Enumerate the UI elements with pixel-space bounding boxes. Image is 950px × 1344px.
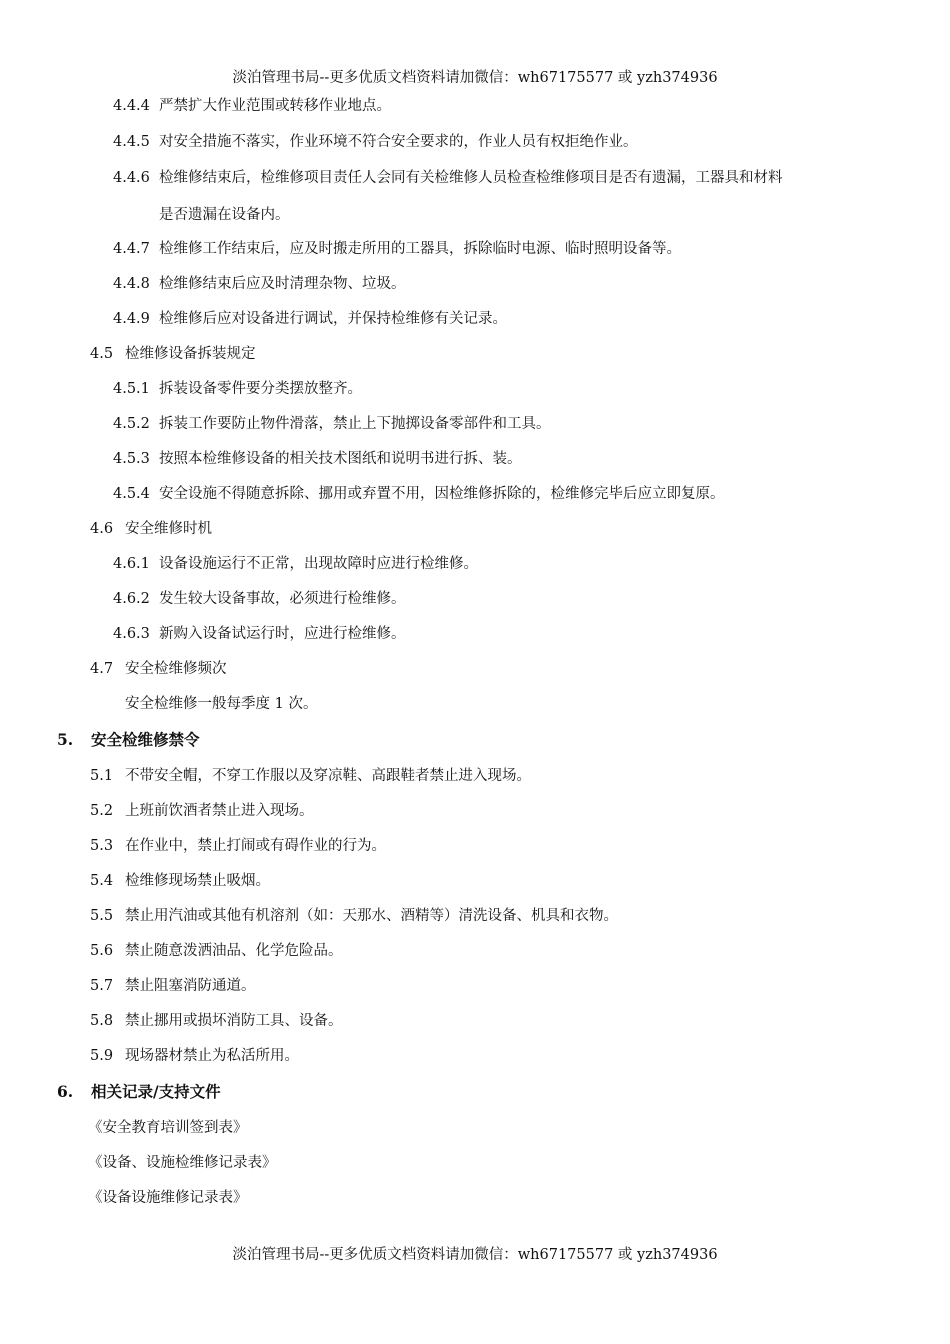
item-number: 4.4.4 [113,98,150,114]
item-number: 5.2 [90,803,114,819]
item-text: 现场器材禁止为私活所用。 [125,1048,299,1064]
item-4-5-4 [113,484,725,504]
item-text: 检维修工作结束后，应及时搬走所用的工器具，拆除临时电源、临时照明设备等。 [159,241,681,257]
item-4-6-3 [113,624,406,644]
item-number: 4.5.3 [113,451,150,467]
page-footer: 淡泊管理书局--更多优质文档资料请加微信：wh67175577 或 yzh374936 [232,1247,718,1263]
item-text: 禁止用汽油或其他有机溶剂（如：天那水、酒精等）清洗设备、机具和衣物。 [125,908,618,924]
item-4-6-1 [113,554,478,574]
item-text: 安全设施不得随意拆除、挪用或弃置不用，因检维修拆除的，检维修完毕后应立即复原。 [159,486,725,502]
item-text: 在作业中，禁止打闹或有碍作业的行为。 [125,838,386,854]
section-title: 安全检维修频次 [125,661,227,677]
heading-6 [57,1082,221,1102]
record-title: 《设备、设施检维修记录表》 [88,1155,277,1171]
item-text: 新购入设备试运行时，应进行检维修。 [159,626,406,642]
section-title: 检维修设备拆装规定 [125,346,256,362]
item-4-5-2 [113,414,551,434]
section-number: 4.6 [90,521,114,537]
item-text: 对安全措施不落实，作业环境不符合安全要求的，作业人员有权拒绝作业。 [159,134,638,150]
item-number: 5.5 [90,908,114,924]
section-4-5 [90,344,256,364]
item-4-4-8 [113,274,406,294]
item-number: 5.6 [90,943,114,959]
section-4-7 [90,659,227,679]
record-title: 《安全教育培训签到表》 [88,1120,248,1136]
item-5-4 [90,871,270,891]
item-number: 4.5.2 [113,416,150,432]
item-5-1 [90,766,531,786]
item-text: 检维修结束后应及时清理杂物、垃圾。 [159,276,406,292]
item-text: 严禁扩大作业范围或转移作业地点。 [159,98,391,114]
record-2 [88,1153,277,1173]
item-4-4-4 [113,96,391,116]
item-text: 安全检维修一般每季度 1 次。 [125,696,318,712]
item-4-4-6-continued [159,205,290,225]
item-4-4-6 [113,168,783,188]
section-number: 4.7 [90,661,114,677]
item-5-6 [90,941,343,961]
page-header: 淡泊管理书局--更多优质文档资料请加微信：wh67175577 或 yzh374936 [232,70,718,86]
item-number: 4.5.4 [113,486,150,502]
section-4-7-body [125,694,317,714]
record-3 [88,1188,248,1208]
item-number: 5.7 [90,978,114,994]
item-4-4-7 [113,239,681,259]
item-text: 上班前饮酒者禁止进入现场。 [125,803,314,819]
item-4-6-2 [113,589,406,609]
item-text: 拆装设备零件要分类摆放整齐。 [159,381,362,397]
heading-title: 安全检维修禁令 [91,730,200,749]
item-number: 4.4.9 [113,311,150,327]
item-number: 4.4.6 [113,170,150,186]
item-text: 是否遗漏在设备内。 [159,207,290,223]
item-5-8 [90,1011,343,1031]
item-number: 4.4.7 [113,241,150,257]
item-text: 禁止随意泼洒油品、化学危险品。 [125,943,343,959]
item-number: 4.6.1 [113,556,150,572]
item-5-7 [90,976,256,996]
item-5-5 [90,906,618,926]
heading-number: 5. [57,730,74,749]
item-text: 检维修后应对设备进行调试，并保持检维修有关记录。 [159,311,507,327]
item-number: 4.6.2 [113,591,150,607]
item-text: 禁止挪用或损坏消防工具、设备。 [125,1013,343,1029]
record-1 [88,1118,248,1138]
item-text: 检维修结束后，检维修项目责任人会同有关检维修人员检查检维修项目是否有遗漏，工器具和材料 [159,170,783,186]
heading-5 [57,730,200,750]
item-4-5-1 [113,379,362,399]
item-5-3 [90,836,386,856]
item-4-5-3 [113,449,522,469]
section-number: 4.5 [90,346,114,362]
item-text: 发生较大设备事故，必须进行检维修。 [159,591,406,607]
item-number: 4.4.5 [113,134,150,150]
item-text: 按照本检维修设备的相关技术图纸和说明书进行拆、装。 [159,451,522,467]
item-number: 5.9 [90,1048,114,1064]
section-title: 安全维修时机 [125,521,212,537]
item-4-4-9 [113,309,507,329]
item-text: 检维修现场禁止吸烟。 [125,873,270,889]
heading-title: 相关记录/支持文件 [91,1082,221,1101]
heading-number: 6. [57,1082,74,1101]
item-text: 拆装工作要防止物件滑落，禁止上下抛掷设备零部件和工具。 [159,416,551,432]
item-5-9 [90,1046,299,1066]
item-number: 5.8 [90,1013,114,1029]
item-number: 5.4 [90,873,114,889]
item-number: 5.1 [90,768,114,784]
item-number: 4.6.3 [113,626,150,642]
section-4-6 [90,519,212,539]
item-text: 禁止阻塞消防通道。 [125,978,256,994]
item-number: 4.4.8 [113,276,150,292]
item-text: 不带安全帽，不穿工作服以及穿凉鞋、高跟鞋者禁止进入现场。 [125,768,531,784]
item-4-4-5 [113,132,638,152]
item-number: 5.3 [90,838,114,854]
item-number: 4.5.1 [113,381,150,397]
item-text: 设备设施运行不正常，出现故障时应进行检维修。 [159,556,478,572]
item-5-2 [90,801,314,821]
record-title: 《设备设施维修记录表》 [88,1190,248,1206]
